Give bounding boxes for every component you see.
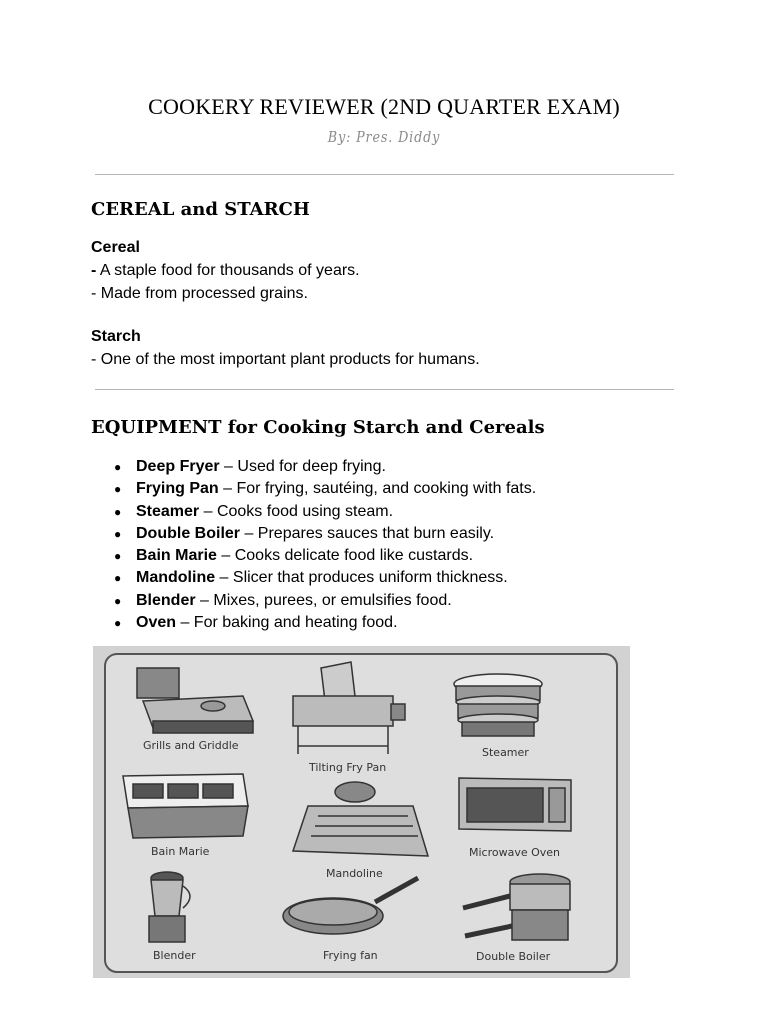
cereal-dash: -	[91, 262, 97, 279]
bullet-icon: ●	[114, 549, 122, 564]
list-item	[91, 567, 536, 589]
cereal-line-1-text: A staple food for thousands of years.	[96, 262, 360, 279]
steamer-illustration	[454, 674, 542, 736]
bullet-icon: ●	[114, 460, 122, 474]
item-desc: – Used for deep frying.	[219, 458, 386, 475]
divider-top	[95, 174, 674, 175]
item-term: Steamer	[136, 502, 200, 520]
list-item	[91, 523, 536, 545]
item-term: Frying Pan	[136, 480, 219, 498]
bullet-icon: ●	[114, 616, 122, 631]
cereal-line-1	[91, 262, 360, 280]
list-item	[91, 456, 536, 478]
item-term: Deep Fryer	[136, 458, 220, 475]
divider-middle	[95, 389, 674, 390]
equipment-list	[91, 456, 536, 634]
equipment-photo	[93, 646, 630, 978]
bullet-icon: ●	[114, 482, 122, 497]
item-term: Double Boiler	[136, 524, 241, 542]
starch-label: Starch	[91, 328, 141, 345]
bain-marie-illustration	[123, 774, 248, 838]
section-heading-equipment: EQUIPMENT for Cooking Starch and Cereals	[91, 417, 545, 438]
caption-bain-marie: Bain Marie	[151, 845, 210, 858]
list-item	[91, 545, 536, 567]
microwave-oven-illustration	[459, 778, 571, 831]
item-desc: – Slicer that produces uniform thickness.	[215, 569, 508, 587]
starch-line-1: - One of the most important plant products for humans.	[91, 351, 480, 368]
bullet-icon: ●	[114, 593, 122, 608]
item-desc: – Prepares sauces that burn easily.	[240, 524, 495, 542]
bullet-icon: ●	[114, 571, 122, 586]
item-desc: – Cooks delicate food like custards.	[216, 547, 474, 565]
caption-mandoline: Mandoline	[326, 867, 383, 880]
caption-grills-griddle: Grills and Griddle	[143, 739, 239, 752]
caption-tilting-fry-pan: Tilting Fry Pan	[309, 761, 387, 774]
bullet-icon: ●	[114, 504, 122, 519]
caption-double-boiler: Double Boiler	[476, 950, 551, 963]
caption-blender: Blender	[153, 949, 196, 962]
item-term: Oven	[136, 614, 177, 632]
list-item	[91, 501, 536, 523]
caption-frying-fan: Frying fan	[323, 949, 378, 962]
list-item	[91, 612, 536, 634]
item-desc: – Mixes, purees, or emulsifies food.	[195, 591, 452, 609]
item-term: Blender	[136, 591, 196, 609]
author-byline: By: Pres. Diddy	[327, 128, 441, 146]
document-title: COOKERY REVIEWER (2ND QUARTER EXAM)	[148, 94, 620, 119]
cereal-label: Cereal	[91, 239, 140, 256]
item-term: Bain Marie	[136, 547, 217, 565]
caption-microwave-oven: Microwave Oven	[469, 846, 561, 859]
item-desc: – For frying, sautéing, and cooking with fats.	[218, 480, 537, 498]
item-desc: – For baking and heating food.	[176, 614, 398, 632]
cereal-line-2: - Made from processed grains.	[91, 285, 308, 302]
list-item	[91, 478, 536, 500]
section-heading-cereal-starch: CEREAL and STARCH	[91, 199, 310, 220]
item-term: Mandoline	[136, 569, 216, 587]
caption-steamer: Steamer	[482, 746, 529, 759]
item-desc: – Cooks food using steam.	[199, 502, 394, 520]
bullet-icon: ●	[114, 526, 122, 541]
list-item	[91, 590, 536, 612]
